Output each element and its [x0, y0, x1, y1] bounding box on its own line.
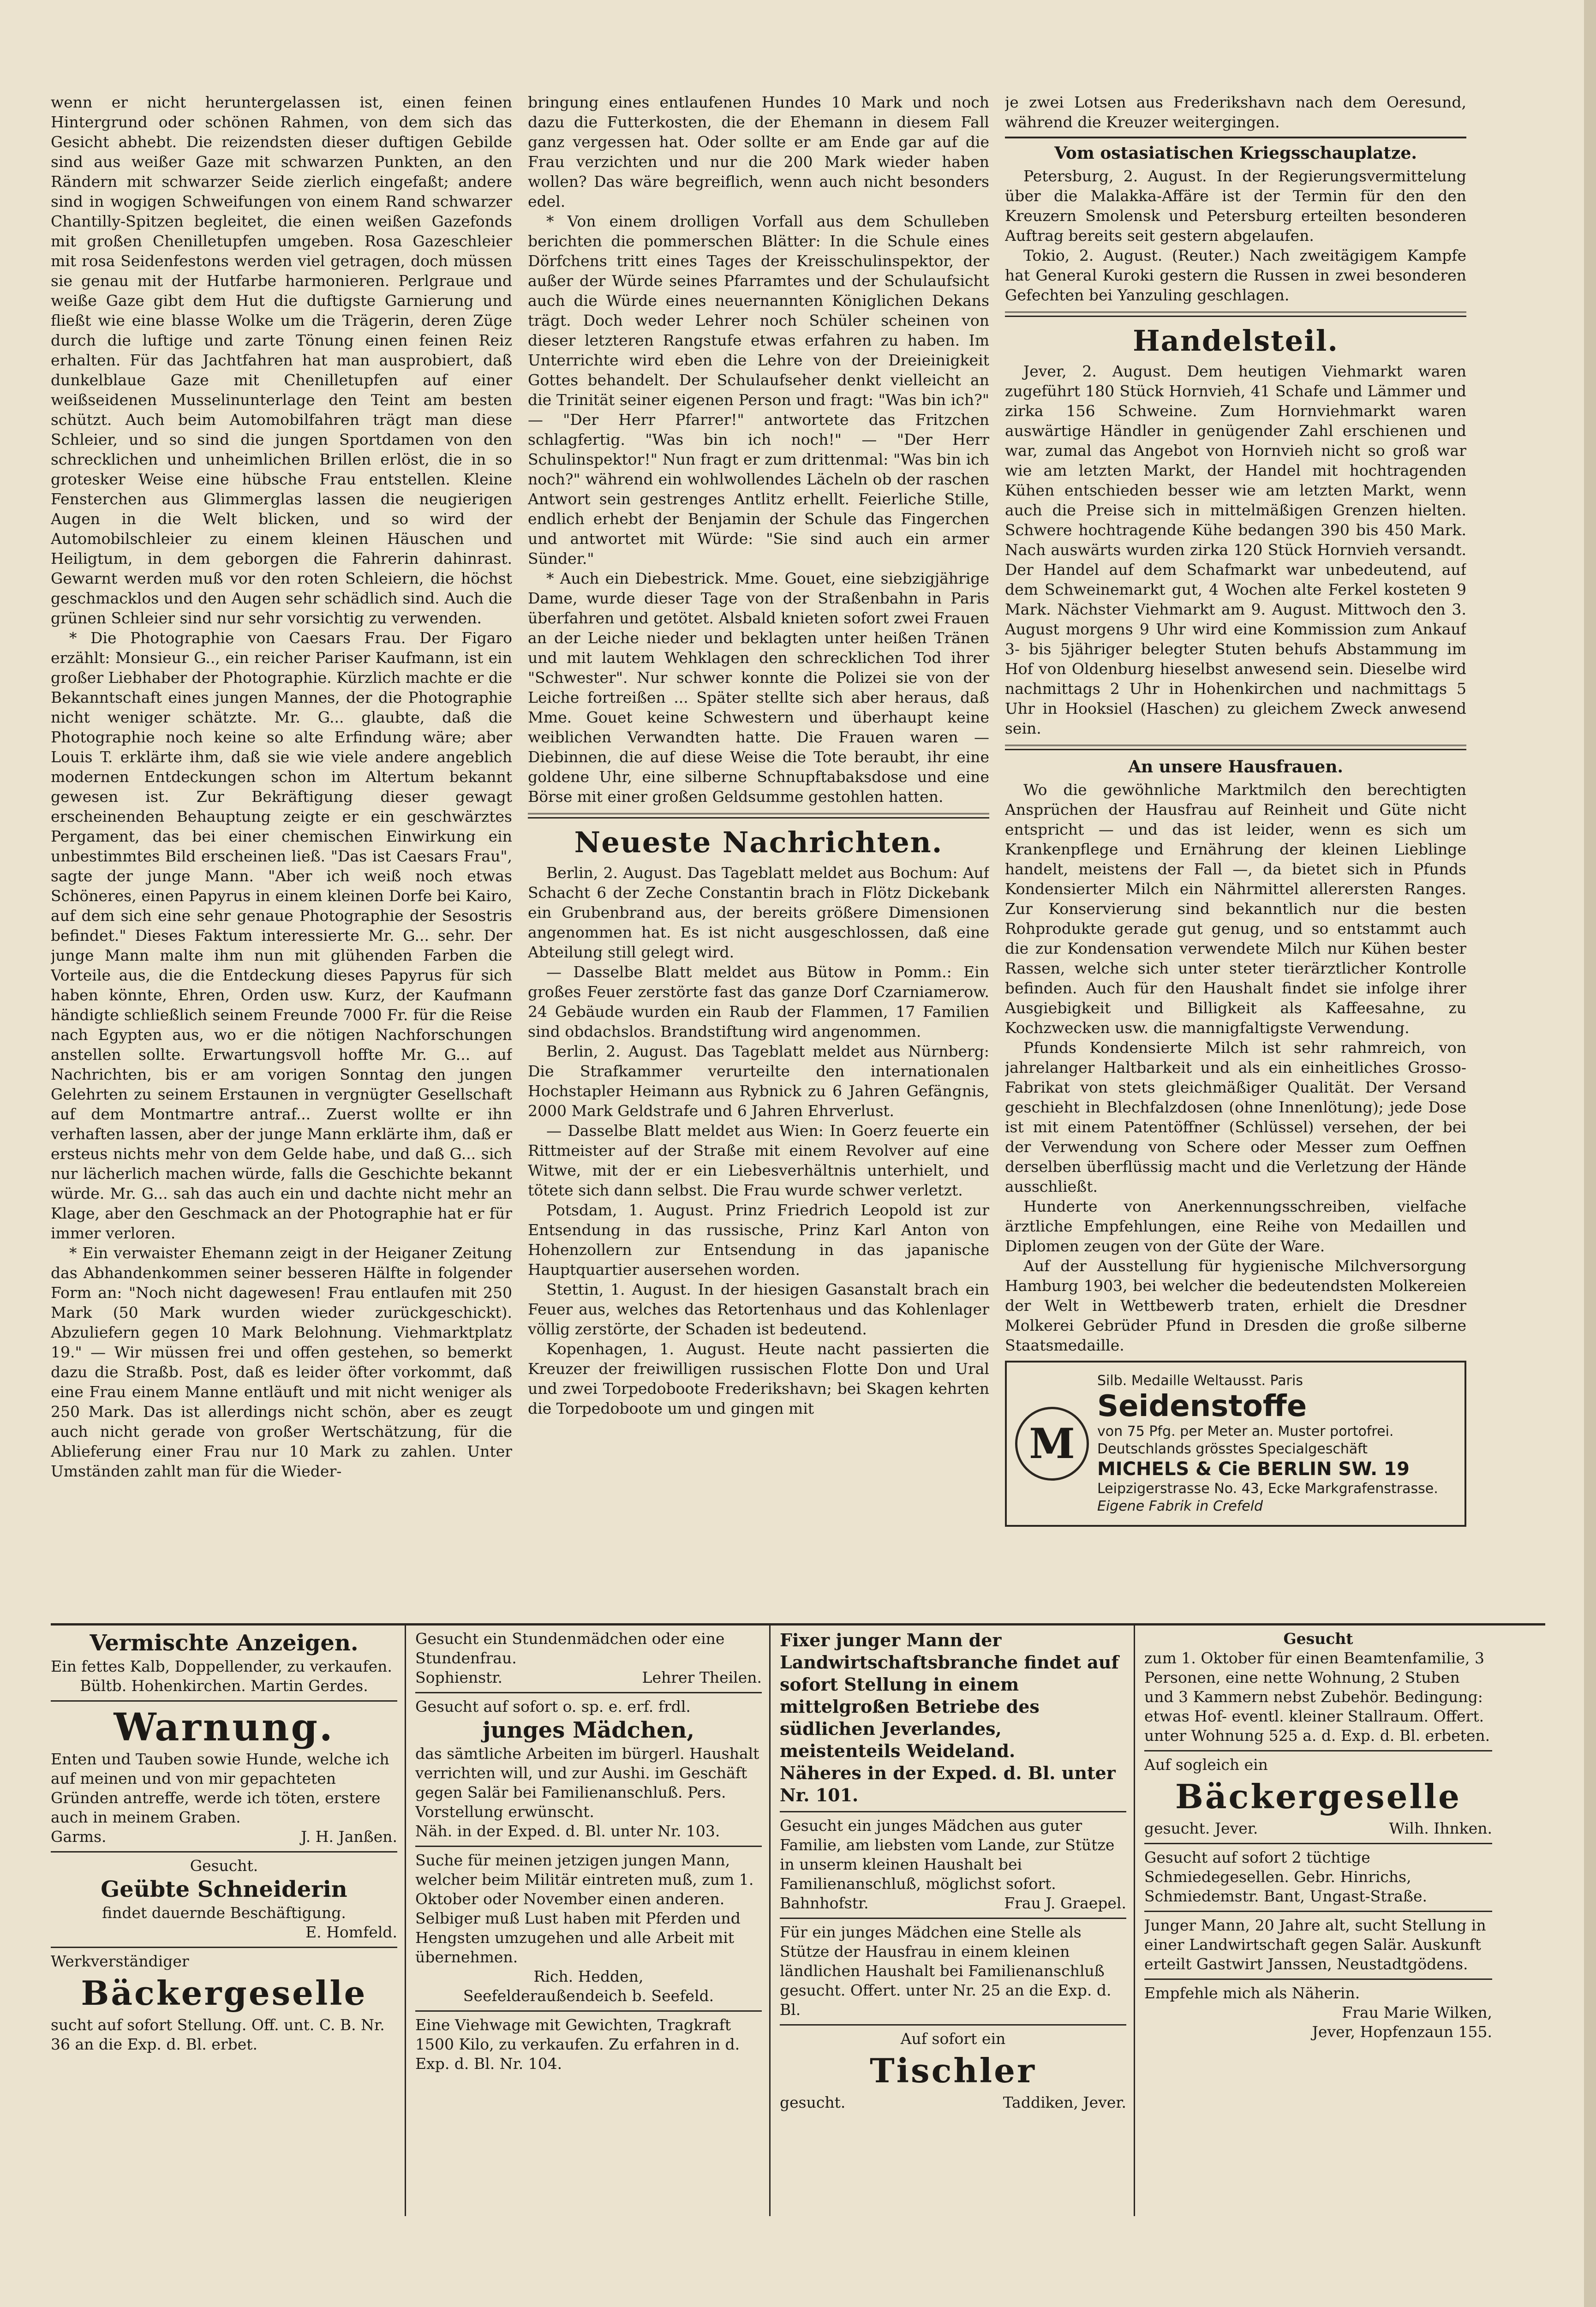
ad-medal: Silb. Medaille Weltausst. Paris [1097, 1373, 1303, 1389]
news-potsdam: Potsdam, 1. August. Prinz Friedrich Leopold ist zur Entsendung in das russische, Prinz Karl Anton von Hohenzollern zur Entsendung in das japanische Hauptquartier ausersehen worden. [528, 1201, 989, 1279]
article-schulleben: * Von einem drolligen Vorfall aus dem Schulleben berichten die pommerschen Blätter: In die Schule eines Dörfchens tritt eines Tages der Kreisschulinspektor, der außer der Würde seines Pfarramtes und der Schulaufsicht auch die Würde eines neuernannten Königlichen Dekans trägt. Doch weder Lehrer noch Schüler scheinen von dieser letzteren Rangstufe etwas erfahren zu haben. Im Unterrichte wird eben die Lehre von der Dreieinigkeit Gottes behandelt. Der Schulaufseher denkt vielleicht an die Trinität seiner eigenen Person und fragt: "Was bin ich?" — "Der Herr Pfarrer!" antwortete das Fritzchen schlagfertig. "Was bin ich noch!" — "Der Herr Schulinspektor!" Nun fragt er zum drittenmal: "Was bin ich noch?" während ein wohlwollendes Lächeln ob der raschen Antwort sein gestrenges Antlitz erhellt. Feierliche Stille, endlich erhebt der Benjamin der Schule das Fingerchen und antwortet mit Würde: "Sie sind auch ein armer Sünder." [528, 212, 989, 568]
news-kopenhagen: Kopenhagen, 1. August. Heute nacht passierten die Kreuzer der freiwilligen russischen Flotte Don und Ural und zwei Torpedoboote Frederikshavn; bei Skagen kehrten die Torpedoboote um und gingen mit [528, 1340, 989, 1417]
wohnung-text: zum 1. Oktober für einen Beamtenfamilie, 3 Personen, eine nette Wohnung, 2 Stuben und 3 Kammern nebst Zubehör. Bedingung: etwas Hof- eventl. kleiner Stallraum. Offert. unter Wohnung 525 a. d. Exp. d. Bl. erbeten. [1144, 1649, 1490, 1745]
fixer-text: Fixer junger Mann der Landwirtschaftsbranche findet auf sofort Stellung in einem mittelgroßen Betriebe des südlichen Jeverlandes, meistenteils Weideland. [780, 1630, 1119, 1761]
news-berlin-1: Berlin, 2. August. Das Tageblatt meldet aus Bochum: Auf Schacht 6 der Zeche Constantin brach in Flötz Dickebank ein Grubenbrand aus, der bereits größere Dimensionen angenommen hat. Es ist nicht ausgeschlossen, daß eine Abteilung still gelegt wird. [528, 864, 989, 961]
ad-kalb [51, 1626, 397, 1702]
maedchen-pre: Gesucht auf sofort o. sp. e. erf. frdl. [415, 1697, 691, 1715]
stuetze-name: Frau J. Graepel. [1004, 1894, 1126, 1912]
tischler-name: Taddiken, Jever. [1003, 2093, 1126, 2111]
section-divider [1005, 137, 1466, 138]
news-tokio: Tokio, 2. August. (Reuter.) Nach zweitägigem Kampfe hat General Kuroki gestern die Russen in zwei besonderen Gefechten bei Yanzuling geschlagen. [1005, 246, 1466, 304]
news-berlin-2: Berlin, 2. August. Das Tageblatt meldet aus Nürnberg: Die Strafkammer verurteilte den internationalen Hochstapler Heimann aus Rybnick zu 6 Jahren Gefängnis, 2000 Mark Geldstrafe und 6 Jahren Ehrverlust. [528, 1042, 989, 1120]
market-jever: Jever, 2. August. Dem heutigen Viehmarkt waren zugeführt 180 Stück Hornvieh, 41 Schafe und Lämmer und zirka 156 Schweine. Zum Hornviehmarkt waren auswärtige Händler in genügender Zahl erschienen und war, zumal das Angebot von Hornvieh nicht so groß war wie am letzten Markt, der Handel mit hochtragenden Kühen entschieden besser wie am letzten Markt, wenn auch die Preise sich in mittelmäßigen Grenzen hielten. Schwere hochtragende Kühe bedangen 390 bis 450 Mark. Nach auswärts wurden zirka 120 Stück Hornvieh versandt. Der Handel auf dem Schafmarkt war unbedeutend, auf dem Schweinemarkt gut, 4 Wochen alte Ferkel kosteten 9 Mark. Nächster Viehmarkt am 9. August. Mittwoch den 3. August morgens 9 Uhr wird eine Kommission zum Ankauf 3- bis 5jähriger belegter Stuten behufs Abstammung im Hof von Oldenburg hieselbst anwesend sein. Dieselbe wird nachmittags 2 Uhr in Hohenkirchen und nachmittags 5 Uhr in Hooksiel (Haschen) zu gleichem Zweck anwesend sein. [1005, 362, 1466, 737]
article-verwaister-ehemann: * Ein verwaister Ehemann zeigt in der Heiganer Zeitung das Abhandenkommen seiner besseren Hälfte in folgender Form an: "Noch nicht dagewesen! Frau entlaufen mit 250 Mark (50 Mark wurden wieder zurückgeschickt). Abzuliefern gegen 10 Mark Belohnung. Viehmarktplatz 19." — Wir müssen frei und offen gestehen, so bemerkt dazu die Straßb. Post, daß es leider öfter vorkommt, daß eine Frau einem Manne entläuft und mit nicht weniger als 250 Mark. Das ist allerdings nicht schön, aber es zeugt auch nicht gerade von großer Wertschätzung, für die Ablieferung einer Frau nur 10 Mark zu zahlen. Unter Umständen zahlt man für die Wieder- [51, 1244, 512, 1480]
ads-column-2 [415, 1626, 771, 2216]
ad-fabrik: Eigene Fabrik in Crefeld [1097, 1498, 1263, 1514]
schneiderin-text: findet dauernde Beschäftigung. [102, 1904, 346, 1922]
article-schleier: wenn er nicht heruntergelassen ist, einen feinen Hintergrund oder schönen Rahmen, von dem sich das Gesicht abhebt. Die reizendsten dieser duftigen Gebilde sind aus weißer Gaze mit schwarzen Punkten, an den Rändern mit schwarzer Seide zierlich eingefaßt; andere sind in wogigen Schweifungen von einem Rand schwarzer Chantilly-Spitzen begleitet, die einen weißen Gazefonds mit großen Chenilletupfen umgeben. Rosa Gazeschleier mit rosa Seidenfestons werden viel getragen, doch müssen sie genau mit der Hutfarbe harmonieren. Perlgraue und weiße Gaze gibt dem Hut die duftigste Garnierung und fließt wie eine blasse Wolke um die Trägerin, deren Züge durch die luftige und zarte Tönung einen feinen Reiz erhalten. Für das Jachtfahren hat man ausprobiert, daß dunkelblaue Gaze mit Chenilletupfen auf einer weißseidenen Musselinunterlage den Teint am besten schützt. Auch beim Automobilfahren trägt man diese Schleier, und so sind die jungen Sportdamen von den schrecklichen und unheimlichen Brillen erlöst, die in so grotesker Weise eine hübsche Frau entstellen. Kleine Fensterchen aus Glimmerglas lassen die neugierigen Augen in die Welt blicken, und so wird der Automobilschleier zu einem kleinen Häuschen und Heiligtum, in dem geborgen die Fahrerin dahinrast. Gewarnt werden muß vor den roten Schleiern, die höchst geschmacklos und den Augen sehr schädlich sind. Auch die grünen Schleier sind nur sehr vorsichtig zu verwenden. [51, 93, 512, 627]
schmiede-text: Gesucht auf sofort 2 tüchtige Schmiedegesellen. Gebr. Hinrichs, Schmiedemstr. Bant, Ungast-Straße. [1144, 1848, 1427, 1905]
ad-address: Leipzigerstrasse No. 43, Ecke Markgrafenstrasse. [1097, 1481, 1438, 1497]
mann-text: Suche für meinen jetzigen jungen Mann, welcher beim Militär eintreten muß, zum 1. Oktober oder November einen anderen. Selbiger muß Lust haben mit Pferden und Hengsten umzugehen und alle Arbeit mit übernehmen. [415, 1851, 754, 1966]
warnung-text: Enten und Tauben sowie Hunde, welche ich auf meinen und von mir gepachteten Gründen antreffe, werde ich töten, erstere auch in meinem Graben. [51, 1750, 389, 1826]
section-divider [1005, 745, 1466, 750]
stuetze-signature [780, 1894, 1126, 1913]
seidenstoffe-ad-text [1097, 1372, 1456, 1515]
tischler-gesucht: gesucht. [780, 2093, 846, 2111]
kalb-signature: Bültb. Hohenkirchen. Martin Gerdes. [80, 1677, 368, 1695]
ads-column-3 [780, 1626, 1135, 2216]
baecker2-name: Wilh. Ihnken. [1389, 1819, 1492, 1837]
fixer-signature: Näheres in der Exped. d. Bl. unter Nr. 101. [780, 1763, 1116, 1805]
warnung-title: Warnung. [114, 1705, 335, 1750]
ad-warnung [51, 1702, 397, 1853]
schneiderin-title: Geübte Schneiderin [101, 1877, 347, 1902]
wohnung-head: Gesucht [1283, 1630, 1353, 1648]
ad-viehwage [415, 2012, 762, 2078]
article-columns [51, 92, 1545, 1615]
baecker2-title: Bäckergeselle [1175, 1777, 1461, 1816]
mann-sig-1: Rich. Hedden, [533, 1967, 644, 1985]
section-title-neueste: Neueste Nachrichten. [574, 825, 943, 859]
seidenstoffe-ad [1005, 1361, 1466, 1527]
warnung-place: Garms. [51, 1828, 107, 1846]
stunden-name: Lehrer Theilen. [642, 1668, 762, 1686]
ad-schmiedegesellen [1144, 1844, 1492, 1912]
section-title-hausfrauen: An unsere Hausfrauen. [1128, 757, 1343, 777]
tischler-signature [780, 2093, 1126, 2112]
ad-product: Seidenstoffe [1097, 1389, 1307, 1423]
warnung-name: J. H. Janßen. [301, 1828, 397, 1846]
column-3 [1005, 92, 1466, 1615]
ad-fixer-mann [780, 1626, 1126, 1812]
milk-para-3: Hunderte von Anerkennungsschreiben, vielfache ärztliche Empfehlungen, eine Reihe von Medaillen und Diplomen zeugen von der Güte der Ware. [1005, 1197, 1466, 1255]
news-wien: — Dasselbe Blatt meldet aus Wien: In Goerz feuerte ein Rittmeister auf der Straße mit einem Revolver auf eine Witwe, mit der er ein Liebesverhältnis unterhielt, und tötete sich dann selbst. Die Frau wurde schwer verletzt. [528, 1122, 989, 1199]
ad-baeckergeselle-1 [51, 1948, 397, 2059]
section-divider [528, 813, 989, 819]
tischler-pre: Auf sofort ein [900, 2030, 1006, 2048]
ad-stelle-gesucht [780, 1919, 1126, 2026]
ad-junger-mann [415, 1847, 762, 2012]
ad-schneiderin [51, 1853, 397, 1948]
stelle-text: Für ein junges Mädchen eine Stelle als Stütze der Hausfrau in einem kleinen ländlichen Haushalt bei Familienanschluß gesucht. Offert. unter Nr. 25 an die Exp. d. Bl. [780, 1923, 1112, 2019]
viehwage-text: Eine Viehwage mit Gewichten, Tragkraft 1500 Kilo, zu verkaufen. Zu erfahren in d. Exp. d. Bl. Nr. 104. [415, 2016, 740, 2073]
article-diebestrick: * Auch ein Diebestrick. Mme. Gouet, eine siebzigjährige Dame, wurde dieser Tage von der Straßenbahn in Paris überfahren und getötet. Alsbald knieten sofort zwei Frauen an der Leiche nieder und beklagten unter heißen Tränen und mit lautem Wehklagen den schrecklichen Tod ihrer "Schwester". Nur schwer konnte die Polizei sie von der Leiche fortreißen ... Später stellte sich aber heraus, daß Mme. Gouet keine Schwestern und überhaupt keine weiblichen Verwandten hatte. Die Frauen waren — Diebinnen, die auf diese Weise die Tote beraubt, ihr eine goldene Uhr, eine silberne Schnupftabaksdose und eine Börse mit einer großen Geldsumme gestohlen hatten. [528, 569, 989, 806]
article-caesars-frau: * Die Photographie von Caesars Frau. Der Figaro erzählt: Monsieur G.., ein reicher Pariser Kaufmann, ist ein großer Liebhaber der Photographie. Kürzlich machte er die Bekanntschaft eines jungen Mannes, der die Photographie nicht weniger schätzte. Mr. G... glaubte, daß die Photographie noch keine so alte Erfindung wäre; aber Louis T. erklärte ihm, daß sie wie viele andere angeblich modernen Entdeckungen schon im Altertum bekannt gewesen ist. Zur Bekräftigung dieser gewagt erscheinenden Behauptung zeigte er ein geschwärztes Pergament, das bei einer chemischen Einwirkung ein unbestimmtes Bild erscheinen ließ. "Das ist Caesars Frau", sagte der junge Mann. "Aber ich weiß noch etwas Schöneres, einen Papyrus in einem kleinen Dorfe bei Kairo, auf dem sich eine sehr genaue Photographie der Sesostris befindet." Dieses Faktum interessierte Mr. G... sehr. Der junge Mann malte ihm nun mit glühenden Farben die Vorteile aus, die die Entdeckung dieses Papyrus für sich haben könnte, Ehren, Orden usw. Kurz, der Kaufmann händigte schließlich seinem Freunde 7000 Fr. für die Reise nach Egypten aus, wo er die nötigen Nachforschungen anstellen sollte. Erwartungsvoll hoffte Mr. G... auf Nachrichten, bis er am vorigen Sonntag den jungen Gelehrten zu seinem Erstaunen in vergnügter Gesellschaft auf dem Montmartre antraf... Zuerst wollte er ihn verhaften lassen, aber der junge Mann erklärte ihm, daß er ersteus nichts mehr von dem Gelde habe, und daß G... sich nur lächerlich machen würde, falls die Geschichte bekannt würde. Mr. G... sah das auch ein und dachte nicht mehr an Klage, aber den Geschmack an der Photographie hat er für immer verloren. [51, 629, 512, 1242]
naeherin-sig-2: Jever, Hopfenzaun 155. [1312, 2023, 1492, 2041]
news-stettin: Stettin, 1. August. In der hiesigen Gasanstalt brach ein Feuer aus, welches das Retortenhaus und das Kohlenlager völlig zerstörte, der Schaden ist bedeutend. [528, 1280, 989, 1338]
ad-tagline: Deutschlands grösstes Specialgeschäft [1097, 1441, 1368, 1457]
maedchen-title: junges Mädchen, [482, 1717, 695, 1743]
maedchen-signature: Näh. in der Exped. d. Bl. unter Nr. 103. [415, 1822, 720, 1840]
naeherin-sig-1: Frau Marie Wilken, [1342, 2003, 1492, 2021]
ad-naeherin [1144, 1980, 1492, 2046]
stuetze-text: Gesucht ein junges Mädchen aus guter Familie, am liebsten vom Lande, zur Stütze in unserm kleinen Haushalt bei Familienanschluß, möglichst sofort. [780, 1817, 1115, 1893]
section-title-krieg: Vom ostasiatischen Kriegsschauplatze. [1054, 143, 1417, 163]
ad-baeckergeselle-2 [1144, 1751, 1492, 1844]
tischler-title: Tischler [870, 2051, 1036, 2090]
kalb-text: Ein fettes Kalb, Doppellender, zu verkaufen. [51, 1657, 392, 1675]
baecker-text: sucht auf sofort Stellung. Off. unt. C. B. Nr. 36 an die Exp. d. Bl. erbet. [51, 2016, 385, 2053]
warnung-signature [51, 1827, 397, 1847]
section-divider [1005, 311, 1466, 317]
ad-junger-mann-stellung [1144, 1912, 1492, 1980]
baecker2-signature [1144, 1819, 1492, 1838]
news-buetow: — Dasselbe Blatt meldet aus Bütow in Pomm.: Ein großes Feuer zerstörte fast das ganze Dorf Czarniamerow. 24 Gebäude wurden ein Raub der Flammen, 17 Familien sind obdachslos. Brandstiftung wird angenommen. [528, 963, 989, 1040]
section-title-handel: Handelsteil. [1133, 324, 1339, 358]
ad-firm: MICHELS & Cie BERLIN SW. 19 [1097, 1458, 1410, 1480]
ad-stuetze [780, 1812, 1126, 1919]
naeherin-text: Empfehle mich als Näherin. [1144, 1984, 1360, 2002]
ad-price: von 75 Pfg. per Meter an. Muster portofrei. [1097, 1423, 1394, 1440]
verm-title: Vermischte Anzeigen. [90, 1630, 359, 1656]
schneiderin-head: Gesucht. [190, 1857, 258, 1875]
baecker-pre: Werkverständiger [51, 1952, 189, 1970]
column-2 [528, 92, 989, 1615]
ad-tischler [780, 2026, 1126, 2117]
baecker2-place: gesucht. Jever. [1144, 1819, 1258, 1837]
page-spine-shadow [1584, 0, 1596, 2307]
ads-column-1 [51, 1626, 406, 2216]
ad-wohnung [1144, 1626, 1492, 1751]
maedchen-text: das sämtliche Arbeiten im bürgerl. Haushalt verrichten will, und zur Aushi. im Geschäft gegen Salär bei Familienanschluß. Pers. Vorstellung erwünscht. [415, 1745, 759, 1821]
michels-logo: M [1015, 1407, 1089, 1481]
ad-junges-maedchen [415, 1693, 762, 1847]
classified-ads [51, 1626, 1545, 2216]
baecker-title: Bäckergeselle [81, 1973, 367, 2013]
schneiderin-signature: E. Homfeld. [305, 1923, 397, 1941]
stunden-signature [415, 1668, 762, 1687]
article-hund: bringung eines entlaufenen Hundes 10 Mark und noch dazu die Futterkosten, die der Ehemann in diesem Fall ganz vergessen hat. Oder sollte er am Ende gar auf die Frau verzichten und nur die 200 Mark wieder haben wollen? Das wäre begreiflich, wenn auch nicht besonders edel. [528, 93, 989, 210]
mann-sig-2: Seefelderaußendeich b. Seefeld. [463, 1987, 714, 2005]
milk-para-4: Auf der Ausstellung für hygienische Milchversorgung Hamburg 1903, bei welcher die bedeutendsten Molkereien der Welt in Wettbewerb traten, erhielt die Dresdner Molkerei Gebrüder Pfund in Dresden die große silberne Staatsmedaille. [1005, 1257, 1466, 1354]
baecker2-pre: Auf sogleich ein [1144, 1756, 1268, 1774]
stunden-place: Sophienstr. [415, 1668, 503, 1686]
stunden-text: Gesucht ein Stundenmädchen oder eine Stundenfrau. [415, 1630, 725, 1667]
news-petersburg: Petersburg, 2. August. In der Regierungsvermittelung über die Malakka-Affäre ist der Termin für den den Kreuzern Smolensk und Petersburg erteilten besonderen Auftrag bereits seit gestern abgelaufen. [1005, 167, 1466, 245]
stellung-text: Junger Mann, 20 Jahre alt, sucht Stellung in einer Landwirtschaft gegen Salär. Auskunft erteilt Gastwirt Janssen, Neustadtgödens. [1144, 1916, 1486, 1973]
stuetze-place: Bahnhofstr. [780, 1894, 869, 1912]
milk-para-1: Wo die gewöhnliche Marktmilch den berechtigten Ansprüchen der Hausfrau auf Reinheit und Güte nicht entspricht — und das ist leider, wenn es sich um Krankenpflege und Ernährung der kleinen Lieblinge handelt, meistens der Fall —, da bietet sich in Pfunds Kondensierter Milch ein Nährmittel allerersten Ranges. Zur Konservierung sind bekanntlich nur die besten Rohprodukte gerade gut genug, und so entstammt auch die zur Kondensation verwendete Milch nur Kühen bester Rassen, welche sich unter steter tierärztlicher Kontrolle befinden. Auch für den Haushalt findet sie infolge ihrer Ausgiebigkeit und Billigkeit als Kaffeesahne, zu Kochzwecken usw. die mannigfaltigste Verwendung. [1005, 781, 1466, 1037]
ad-stundenmaedchen [415, 1626, 762, 1693]
ads-column-4 [1144, 1626, 1500, 2216]
column-1 [51, 92, 512, 1615]
milk-para-2: Pfunds Kondensierte Milch ist sehr rahmreich, von jahrelanger Haltbarkeit und als ein einheitliches Grosso-Fabrikat von stets gleichmäßiger Qualität. Der Versand geschieht in Blechfalzdosen (ohne Innenlötung); jede Dose ist mit einem Patentöffner (Schlüssel) versehen, der bei der Verwendung von Schere oder Messer zum Oeffnen derselben überflüssig macht und die Verletzung der Hände ausschließt. [1005, 1039, 1466, 1195]
news-kopenhagen-cont: je zwei Lotsen aus Frederikshavn nach dem Oeresund, während die Kreuzer weitergingen. [1005, 93, 1466, 131]
